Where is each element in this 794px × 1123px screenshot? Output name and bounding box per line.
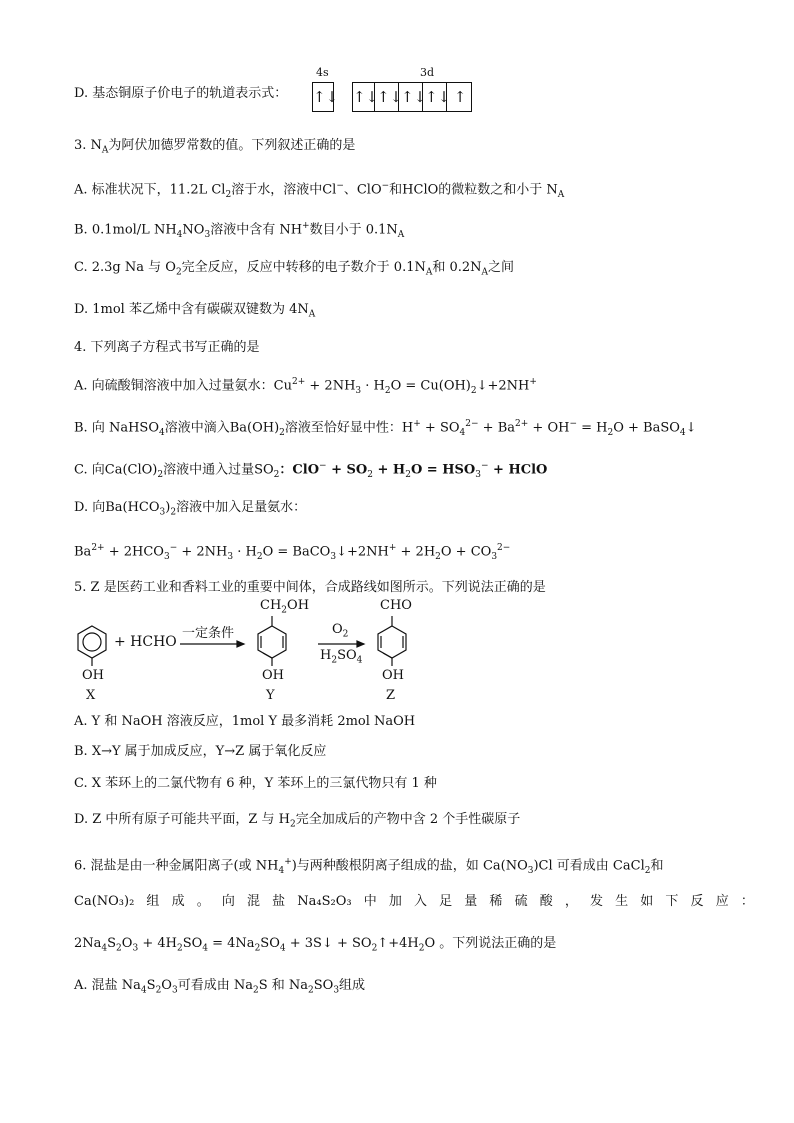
q4-stem: 4. 下列离子方程式书写正确的是 (74, 340, 260, 355)
q3-option-d: D. 1mol 苯乙烯中含有碳碳双键数为 $4N_A$ (74, 302, 316, 320)
benzene-ring-y (258, 616, 286, 666)
q3-option-c: C. 2.3g Na 与 $O_2$完全反应，反应中转移的电子数介于 $0.1N_A$和 $0.2N_A$之间 (74, 260, 515, 278)
q6-stem-line1: 6. 混盐是由一种金属阳离子(或 $NH_4^+$)与两种酸根阴离子组成的盐，如 $Ca(NO_3)Cl$ 可看成由 CaCl$_2$和 (74, 857, 664, 876)
q4-option-d-equation: $Ba^{2+} + 2HCO_3^- + 2NH_3 \cdot H_2O$ = BaCO$_3$↓+2NH+ + $2H_2O + CO_3^{2-}$ (74, 543, 511, 562)
q4-option-c: C. 向$Ca(ClO)_2$溶液中通入过量$SO_2$：$ClO^- + SO_2 + H_2O = HSO_3^-$ + HClO (74, 461, 548, 480)
q4-option-b: B. 向 NaHSO$_4$溶液中滴入$Ba(OH)_2$溶液至恰好显中性：$H^+ + SO_4^{2-} + Ba^{2+} + OH^- = H_2O$ + BaSO$_4$↓ (74, 419, 697, 438)
q3-stem: 3. $N_A$为阿伏加德罗常数的值。下列叙述正确的是 (74, 138, 356, 156)
q6-option-a: A. 混盐 $Na_4S_2O_3$可看成由 $Na_2S$ 和 $Na_2SO_3$组成 (74, 978, 366, 996)
label-4s: 4s (316, 66, 329, 79)
condition-label: 一定条件 (182, 626, 235, 641)
q5-option-d: D. Z 中所有原子可能共平面，Z 与 $H_2$完全加成后的产物中含 2 个手性碳原子 (74, 812, 521, 830)
q3-option-b: B. 0.1mol/L $NH_4NO_3$溶液中含有 NH+数目小于 $0.1N_A$ (74, 221, 405, 240)
spin-arrows: ↑↓ (353, 83, 375, 111)
orbital-box-3d (352, 82, 472, 112)
q5-option-a: A. Y 和 NaOH 溶液反应，1mol Y 最多消耗 2mol NaOH (74, 714, 416, 729)
spin-arrows: ↑↓ (377, 83, 399, 111)
label-3d: 3d (420, 66, 435, 79)
label-z: Z (386, 688, 396, 703)
orbital-box-4s (312, 82, 339, 112)
spin-arrows: ↑↓ (313, 88, 339, 106)
benzene-ring-x (78, 626, 106, 666)
orbital-diagram (312, 66, 512, 116)
option-d-orbital (74, 84, 287, 104)
reagent-h2so4: $H_2SO_4$ (320, 648, 363, 666)
q5-option-b: B. X→Y 属于加成反应，Y→Z 属于氧化反应 (74, 744, 327, 759)
label-x: X (86, 688, 96, 703)
reagent-hcho: + HCHO (114, 634, 177, 650)
q6-stem-line2: Ca(NO₃)₂ 组 成 。 向 混 盐 Na₄S₂O₃ 中 加 入 足 量 稀 硫 酸 ， 发 生 如 下 反 应 ： (74, 894, 754, 909)
q5-stem: 5. Z 是医药工业和香料工业的重要中间体，合成路线如图所示。下列说法正确的是 (74, 580, 546, 595)
spin-arrows: ↑↓ (401, 83, 423, 111)
synthesis-route-diagram (64, 598, 544, 708)
reaction-arrow-1 (180, 641, 244, 647)
benzene-ring-z (378, 616, 406, 666)
label-y: Y (266, 688, 275, 703)
q3-option-a: A. 标准状况下，11.2L $Cl_2$溶于水，溶液中Cl−、ClO−和HClO的微粒数之和小于 $N_A$ (74, 181, 565, 200)
option-text: D. 基态铜原子价电子的轨道表示式： (74, 86, 288, 101)
x-oh: OH (82, 668, 104, 683)
q6-equation: $2Na_4S_2O_3 + 4H_2SO_4 = 4Na_2SO_4$ + 3S↓ + $SO_2↑+4H_2O$ 。下列说法正确的是 (74, 936, 557, 954)
q4-option-a: A. 向硫酸铜溶液中加入过量氨水：$Cu^{2+} + 2NH_3 \cdot H_2O$ = $Cu(OH)_2↓+2NH^+$ (74, 377, 537, 396)
y-oh: OH (262, 668, 284, 683)
reaction-arrow-2 (318, 641, 364, 647)
group-cho: CHO (380, 598, 412, 613)
spin-arrows: ↑ (453, 88, 467, 106)
group-ch2oh: $CH_2OH$ (260, 598, 310, 616)
z-oh: OH (382, 668, 404, 683)
q4-option-d: D. 向$Ba(HCO_3)_2$溶液中加入足量氨水： (74, 500, 307, 518)
reagent-o2: $O_2$ (332, 622, 349, 640)
spin-arrows: ↑↓ (425, 83, 447, 111)
q5-option-c: C. X 苯环上的二氯代物有 6 种，Y 苯环上的三氯代物只有 1 种 (74, 776, 437, 791)
